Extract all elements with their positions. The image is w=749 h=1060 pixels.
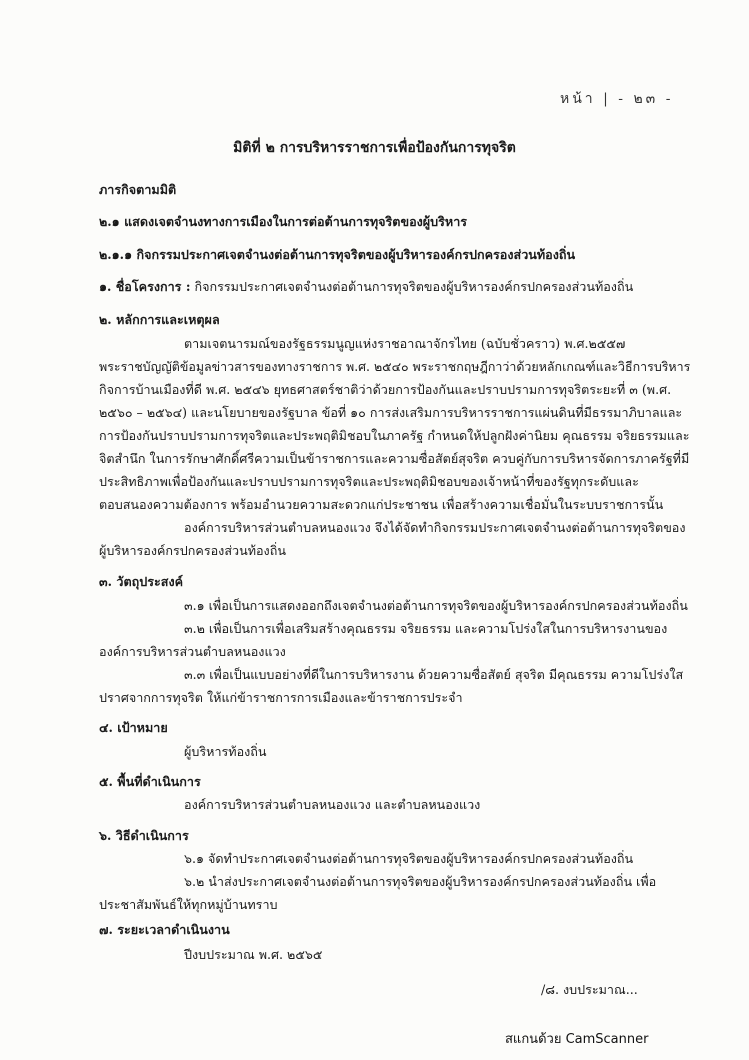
heading-2-1: ๒.๑ แสดงเจตจำนงทางการเมืองในการต่อต้านการทุจริตของผู้บริหาร [99, 214, 468, 229]
principles-line: ผู้บริหารองค์กรปกครองส่วนท้องถิ่น [99, 543, 286, 558]
objectives-heading: ๓. วัตถุประสงค์ [99, 574, 184, 589]
area-heading: ๕. พื้นที่ดำเนินการ [99, 774, 201, 789]
document-title: มิติที่ ๒ การบริหารราชการเพื่อป้องกันการทุจริต [233, 140, 516, 156]
principles-line: กิจการบ้านเมืองที่ดี พ.ศ. ๒๕๔๖ ยุทธศาสตร์ชาติว่าด้วยการป้องกันและปราบปรามการทุจริตระยะที่ ๓ (พ.ศ. [99, 382, 672, 397]
method-line: ๖.๒ นำส่งประกาศเจตจำนงต่อต้านการทุจริตของผู้บริหารองค์กรปกครองส่วนท้องถิ่น เพื่อ [184, 874, 657, 889]
principles-line: การป้องกันปราบปรามการทุจริตและประพฤติมิชอบในภาครัฐ กำหนดให้ปลูกฝังค่านิยม คุณธรรม จริยธรรมและ [99, 428, 690, 443]
objective-line: องค์การบริหารส่วนตำบลหนองแวง [99, 644, 286, 659]
principles-heading: ๒. หลักการและเหตุผล [99, 312, 220, 327]
method-line: ๖.๑ จัดทำประกาศเจตจำนงต่อต้านการทุจริตของผู้บริหารองค์กรปกครองส่วนท้องถิ่น [184, 851, 634, 866]
principles-line: องค์การบริหารส่วนตำบลหนองแวง จึงได้จัดทำกิจกรรมประกาศเจตจำนงต่อต้านการทุจริตของ [184, 520, 686, 535]
principles-line: ๒๕๖๐ – ๒๕๖๔) และนโยบายของรัฐบาล ข้อที่ ๑๐ การส่งเสริมการบริหารราชการแผ่นดินที่มีธรรมาภิบาลและ [99, 405, 683, 420]
principles-line: ประสิทธิภาพเพื่อป้องกันและปราบปรามการทุจริตและประพฤติมิชอบของเจ้าหน้าที่ของรัฐทุกระดับและ [99, 474, 639, 489]
heading-2-1-1: ๒.๑.๑ กิจกรรมประกาศเจตจำนงต่อต้านการทุจริตของผู้บริหารองค์กรปกครองส่วนท้องถิ่น [99, 247, 576, 262]
principles-line: จิตสำนึก ในการรักษาศักดิ์ศรีความเป็นข้าราชการและความซื่อสัตย์สุจริต ควบคู่กับการบริหารจัดการภาครัฐที่มี [99, 451, 690, 466]
mission-heading: ภารกิจตามมิติ [99, 182, 177, 197]
principles-line: ตอบสนองความต้องการ พร้อมอำนวยความสะดวกแก่ประชาชน เพื่อสร้างความเชื่อมั่นในระบบราชการนั้น [99, 497, 664, 512]
period-text: ปีงบประมาณ พ.ศ. ๒๕๖๕ [184, 947, 323, 962]
target-text: ผู้บริหารท้องถิ่น [184, 744, 267, 759]
target-heading: ๔. เป้าหมาย [99, 720, 168, 735]
method-heading: ๖. วิธีดำเนินการ [99, 828, 189, 843]
continuation-note: /๘. งบประมาณ... [541, 982, 638, 997]
objective-line: ๓.๒ เพื่อเป็นการเพื่อเสริมสร้างคุณธรรม จริยธรรม และความโปร่งใสในการบริหารงานของ [184, 621, 668, 636]
principles-line: พระราชบัญญัติข้อมูลข่าวสารของทางราชการ พ.ศ. ๒๕๔๐ พระราชกฤษฎีกาว่าด้วยหลักเกณฑ์และวิธีการบริหาร [99, 359, 691, 374]
scanner-watermark: สแกนด้วย CamScanner [505, 1032, 649, 1047]
objective-line: ปราศจากการทุจริต ให้แก่ข้าราชการการเมืองและข้าราชการประจำ [99, 690, 463, 705]
area-text: องค์การบริหารส่วนตำบลหนองแวง และตำบลหนองแวง [184, 797, 481, 812]
project-label: ๑. ชื่อโครงการ : [99, 279, 191, 294]
objective-line: ๓.๑ เพื่อเป็นการแสดงออกถึงเจตจำนงต่อต้านการทุจริตของผู้บริหารองค์กรปกครองส่วนท้องถิ่น [184, 598, 688, 613]
period-heading: ๗. ระยะเวลาดำเนินงาน [99, 922, 230, 937]
objective-line: ๓.๓ เพื่อเป็นแบบอย่างที่ดีในการบริหารงาน ด้วยความซื่อสัตย์ สุจริต มีคุณธรรม ความโปร่งใส [184, 667, 684, 682]
project-name: กิจกรรมประกาศเจตจำนงต่อต้านการทุจริตของผู้บริหารองค์กรปกครองส่วนท้องถิ่น [194, 279, 634, 294]
project-line [99, 279, 633, 294]
principles-line: ตามเจตนารมณ์ของรัฐธรรมนูญแห่งราชอาณาจักรไทย (ฉบับชั่วคราว) พ.ศ.๒๕๕๗ [184, 336, 626, 351]
method-line: ประชาสัมพันธ์ให้ทุกหมู่บ้านทราบ [99, 897, 278, 912]
page-number: หน้า | - ๒๓ - [560, 91, 674, 107]
